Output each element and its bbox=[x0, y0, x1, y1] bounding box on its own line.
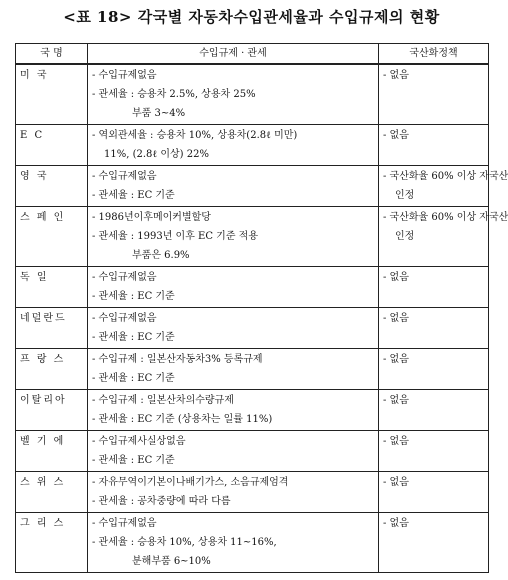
regulation-cell bbox=[88, 349, 379, 390]
regulation-table bbox=[15, 43, 508, 573]
localization-cell bbox=[379, 166, 508, 207]
regulation-line: - 역외관세율 : 승용차 10%, 상용차(2.8ℓ 미만) bbox=[92, 130, 298, 141]
regulation-line: - 수입규제없음 bbox=[92, 272, 157, 283]
table-row bbox=[16, 308, 489, 349]
table-row bbox=[16, 267, 489, 308]
regulation-cell bbox=[88, 472, 379, 513]
localization-line: - 국산화율 60% 이상 자국산 bbox=[383, 171, 508, 182]
table-row bbox=[16, 390, 489, 431]
country-cell: 스 위 스 bbox=[16, 472, 88, 513]
regulation-line: - 관세율 : EC 기준 bbox=[92, 190, 175, 201]
localization-line: - 국산화율 60% 이상 자국산 bbox=[383, 212, 508, 223]
regulation-cell bbox=[88, 267, 379, 308]
table-row bbox=[16, 207, 489, 267]
regulation-cell bbox=[88, 308, 379, 349]
country-cell: 미 국 bbox=[16, 64, 88, 125]
header-row bbox=[16, 44, 489, 65]
localization-cell bbox=[379, 390, 489, 431]
regulation-line: - 1986년이후메이커별할당 bbox=[92, 212, 211, 223]
localization-cell bbox=[379, 431, 489, 472]
regulation-line: - 관세율 : 승용차 2.5%, 상용차 25% bbox=[92, 89, 256, 100]
regulation-line: - 수입규제없음 bbox=[92, 313, 157, 324]
country-cell: 이탈리아 bbox=[16, 390, 88, 431]
localization-line: 인정 bbox=[395, 190, 415, 201]
localization-cell bbox=[379, 349, 489, 390]
country-cell: 스 페 인 bbox=[16, 207, 88, 267]
localization-cell bbox=[379, 207, 508, 267]
regulation-cell bbox=[88, 390, 379, 431]
regulation-line: - 관세율 : EC 기준 bbox=[92, 455, 175, 466]
regulation-line: 11%, (2.8ℓ 이상) 22% bbox=[104, 149, 209, 160]
regulation-line: - 자유무역이기본이나배기가스, 소음규제엄격 bbox=[92, 477, 289, 488]
table-row bbox=[16, 125, 489, 166]
regulation-cell bbox=[88, 166, 379, 207]
regulation-line: - 관세율 : EC 기준 bbox=[92, 332, 175, 343]
table-row bbox=[16, 472, 489, 513]
regulation-line: - 수입규제사실상없음 bbox=[92, 436, 186, 447]
header-regulation: 수입규제 · 관세 bbox=[88, 44, 379, 65]
regulation-line: - 관세율 : 1993년 이후 EC 기준 적용 bbox=[92, 231, 258, 242]
table-row bbox=[16, 513, 489, 573]
country-cell: 영 국 bbox=[16, 166, 88, 207]
country-cell: 벨 기 에 bbox=[16, 431, 88, 472]
country-cell: 프 랑 스 bbox=[16, 349, 88, 390]
localization-cell bbox=[379, 267, 489, 308]
localization-line: - 없음 bbox=[383, 518, 409, 529]
localization-line: - 없음 bbox=[383, 395, 409, 406]
localization-cell bbox=[379, 308, 489, 349]
regulation-line: - 관세율 : EC 기준 bbox=[92, 373, 175, 384]
table-row bbox=[16, 64, 489, 125]
localization-line: - 없음 bbox=[383, 313, 409, 324]
localization-line: - 없음 bbox=[383, 477, 409, 488]
regulation-line: - 관세율 : 공차중량에 따라 다름 bbox=[92, 496, 231, 507]
regulation-line: - 수입규제없음 bbox=[92, 70, 157, 81]
regulation-cell bbox=[88, 513, 379, 573]
table-title: <표 18> 각국별 자동차수입관세율과 수입규제의 현황 bbox=[63, 8, 440, 26]
localization-line: - 없음 bbox=[383, 70, 409, 81]
country-cell: 네덜란드 bbox=[16, 308, 88, 349]
localization-cell bbox=[379, 513, 489, 573]
header-localization: 국산화정책 bbox=[379, 44, 489, 65]
table-row bbox=[16, 431, 489, 472]
country-cell: E C bbox=[16, 125, 88, 166]
localization-line: - 없음 bbox=[383, 354, 409, 365]
header-country: 국 명 bbox=[16, 44, 88, 65]
regulation-line: - 수입규제없음 bbox=[92, 171, 157, 182]
localization-line: - 없음 bbox=[383, 272, 409, 283]
localization-line: - 없음 bbox=[383, 130, 409, 141]
country-cell: 그 리 스 bbox=[16, 513, 88, 573]
table-row bbox=[16, 349, 489, 390]
regulation-cell bbox=[88, 64, 379, 125]
regulation-line: 부품 3~4% bbox=[132, 108, 186, 119]
regulation-line: - 수입규제 : 일본산자동차3% 등록규제 bbox=[92, 354, 263, 365]
regulation-line: 부품은 6.9% bbox=[132, 250, 190, 261]
localization-cell bbox=[379, 64, 489, 125]
regulation-line: 분해부품 6~10% bbox=[132, 556, 211, 567]
regulation-line: - 수입규제 : 일본산차의수량규제 bbox=[92, 395, 234, 406]
regulation-line: - 관세율 : EC 기준 (상용차는 일률 11%) bbox=[92, 414, 273, 425]
regulation-cell bbox=[88, 431, 379, 472]
localization-line: - 없음 bbox=[383, 436, 409, 447]
regulation-line: - 관세율 : EC 기준 bbox=[92, 291, 175, 302]
table-row bbox=[16, 166, 489, 207]
regulation-cell bbox=[88, 125, 379, 166]
localization-cell bbox=[379, 125, 489, 166]
localization-line: 인정 bbox=[395, 231, 415, 242]
regulation-line: - 관세율 : 승용차 10%, 상용차 11~16%, bbox=[92, 537, 277, 548]
country-cell: 독 일 bbox=[16, 267, 88, 308]
regulation-line: - 수입규제없음 bbox=[92, 518, 157, 529]
regulation-cell bbox=[88, 207, 379, 267]
localization-cell bbox=[379, 472, 489, 513]
